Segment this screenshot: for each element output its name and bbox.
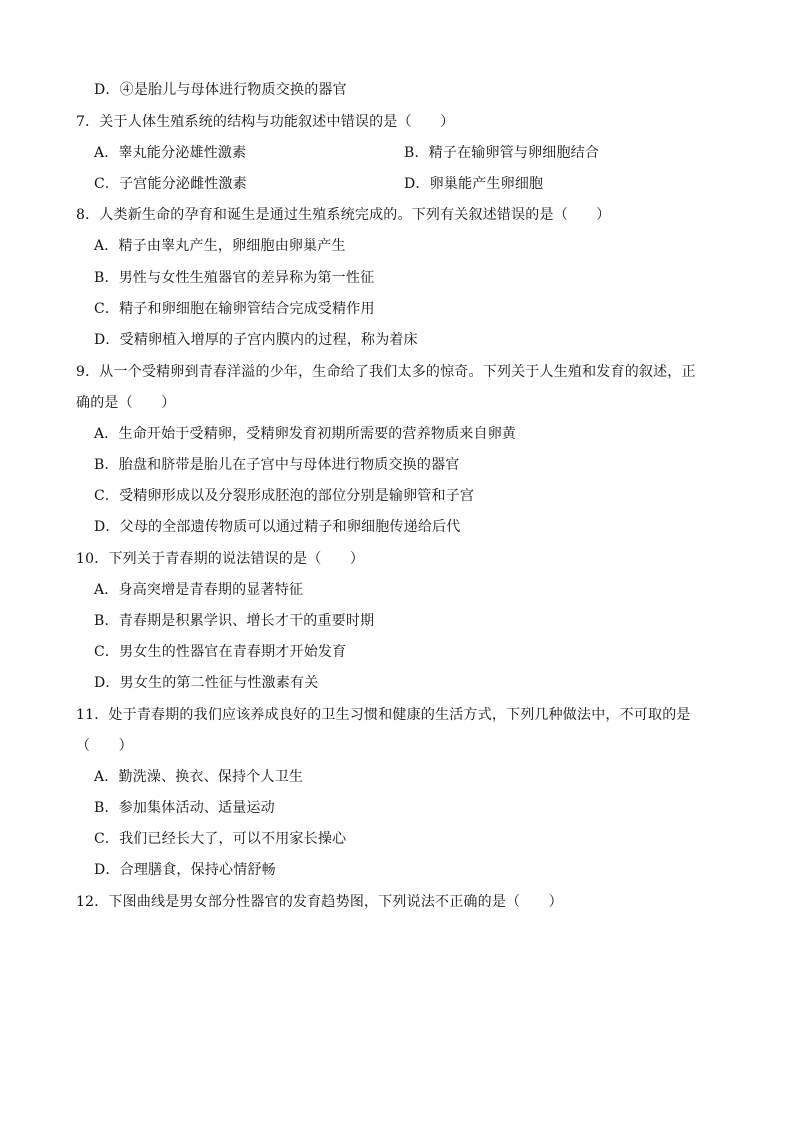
- q9-stem-line2: 确的是（ ）: [76, 395, 176, 411]
- q8-option-d: D．受精卵植入增厚的子宫内膜内的过程，称为着床: [94, 332, 418, 348]
- q12-stem: 12．下图曲线是男女部分性器官的发育趋势图，下列说法不正确的是（ ）: [76, 894, 563, 910]
- q11-stem-line2: （ ）: [76, 738, 133, 754]
- q11-option-b: B．参加集体活动、适量运动: [94, 800, 275, 816]
- q9-option-c: C．受精卵形成以及分裂形成胚泡的部位分别是输卵管和子宫: [94, 488, 475, 504]
- q8-option-a: A．精子由睾丸产生，卵细胞由卵巢产生: [94, 238, 346, 254]
- q11-option-c: C．我们已经长大了，可以不用家长操心: [94, 831, 347, 847]
- q11-option-a: A．勤洗澡、换衣、保持个人卫生: [94, 769, 304, 785]
- q7-option-b: B．精子在输卵管与卵细胞结合: [404, 145, 600, 161]
- q10-option-b: B．青春期是积累学识、增长才干的重要时期: [94, 613, 375, 629]
- q10-stem: 10．下列关于青春期的说法错误的是（ ）: [76, 551, 365, 567]
- q7-option-a: A．睾丸能分泌雄性激素: [94, 145, 247, 161]
- q8-stem: 8．人类新生命的孕育和诞生是通过生殖系统完成的。下列有关叙述错误的是（ ）: [76, 207, 611, 223]
- q10-option-c: C．男女生的性器官在青春期才开始发育: [94, 644, 347, 660]
- q8-option-b: B．男性与女性生殖器官的差异称为第一性征: [94, 270, 375, 286]
- q7-stem: 7．关于人体生殖系统的结构与功能叙述中错误的是（ ）: [76, 114, 455, 130]
- q9-option-d: D．父母的全部遗传物质可以通过精子和卵细胞传递给后代: [94, 519, 461, 535]
- q10-option-d: D．男女生的第二性征与性激素有关: [94, 675, 319, 691]
- q9-stem-line1: 9．从一个受精卵到青春洋溢的少年，生命给了我们太多的惊奇。下列关于人生殖和发育的叙述，正: [76, 364, 696, 380]
- q11-stem-line1: 11．处于青春期的我们应该养成良好的卫生习惯和健康的生活方式，下列几种做法中，不可取的是: [76, 707, 691, 723]
- q8-option-c: C．精子和卵细胞在输卵管结合完成受精作用: [94, 301, 375, 317]
- q9-option-b: B．胎盘和脐带是胎儿在子宫中与母体进行物质交换的器官: [94, 457, 460, 473]
- q7-option-d: D．卵巢能产生卵细胞: [404, 176, 544, 192]
- q10-option-a: A．身高突增是青春期的显著特征: [94, 582, 304, 598]
- q7-option-c: C．子宫能分泌雌性激素: [94, 176, 247, 192]
- q9-option-a: A．生命开始于受精卵，受精卵发育初期所需要的营养物质来自卵黄: [94, 426, 517, 442]
- q11-option-d: D．合理膳食，保持心情舒畅: [94, 862, 276, 878]
- q6-option-d: D．④是胎儿与母体进行物质交换的器官: [94, 82, 347, 98]
